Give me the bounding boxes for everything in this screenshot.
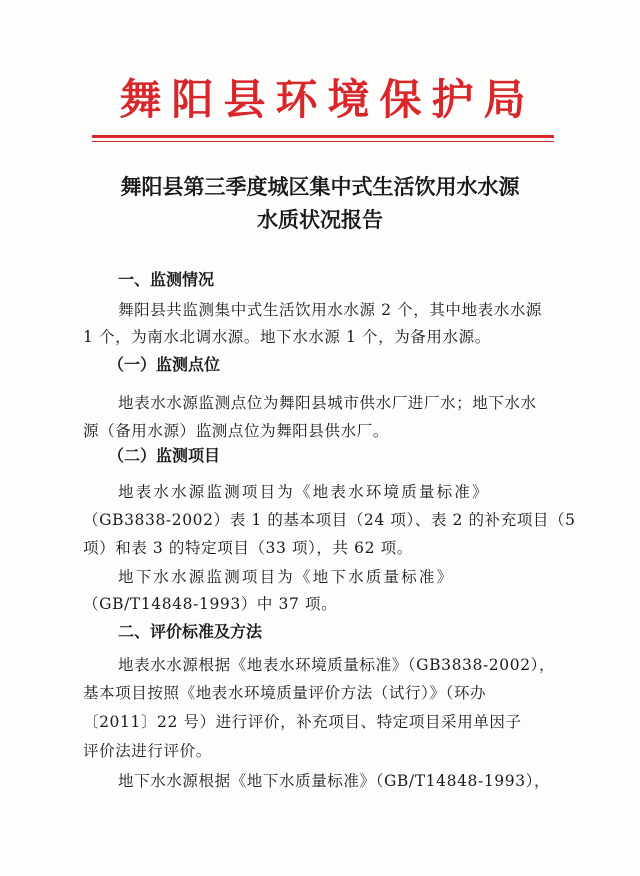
report-title-line-1: 舞阳县第三季度城区集中式生活饮用水水源 (120, 175, 520, 199)
letterhead-rule-thin (92, 141, 554, 142)
paragraph-line: 项）和表 3 的特定项目（33 项），共 62 项。 (83, 539, 413, 557)
paragraph-line: 基本项目按照《地表水环境质量评价方法（试行）》（环办 (83, 684, 487, 702)
paragraph-line: 地表水水源监测点位为舞阳县城市供水厂进厂水；地下水水 (118, 394, 537, 412)
paragraph-line: 源（备用水源）监测点位为舞阳县供水厂。 (83, 422, 389, 440)
paragraph-line: （GB/T14848-1993）中 37 项。 (83, 595, 338, 613)
report-title-line-2: 水质状况报告 (257, 208, 383, 232)
paragraph-line: 1 个，为南水北调水源。地下水水源 1 个，为备用水源。 (83, 328, 491, 346)
paragraph-line: （GB3838-2002）表 1 的基本项目（24 项）、表 2 的补充项目（5 (83, 511, 576, 529)
paragraph-line: 评价法进行评价。 (83, 742, 212, 760)
subsection-heading-points: （一）监测点位 (108, 355, 221, 374)
section-heading-monitoring: 一、监测情况 (118, 270, 215, 289)
paragraph-line: 舞阳县共监测集中式生活饮用水水源 2 个，其中地表水水源 (118, 301, 543, 319)
section-heading-evaluation: 二、评价标准及方法 (118, 622, 263, 641)
letterhead-rule-thick (92, 135, 554, 138)
paragraph-line: 〔2011〕22 号）进行评价，补充项目、特定项目采用单因子 (83, 713, 522, 731)
paragraph-line: 地表水水源根据《地表水环境质量标准》（GB3838-2002）， (118, 656, 556, 674)
paragraph-line: 地表水水源监测项目为《地表水环境质量标准》 (118, 483, 490, 501)
agency-letterhead: 舞阳县环境保护局 (119, 75, 536, 124)
paragraph-line: 地下水水源根据《地下水质量标准》（GB/T14848-1993）， (118, 772, 551, 790)
paragraph-line: 地下水水源监测项目为《地下水质量标准》 (118, 568, 455, 586)
subsection-heading-items: （二）监测项目 (108, 446, 221, 465)
